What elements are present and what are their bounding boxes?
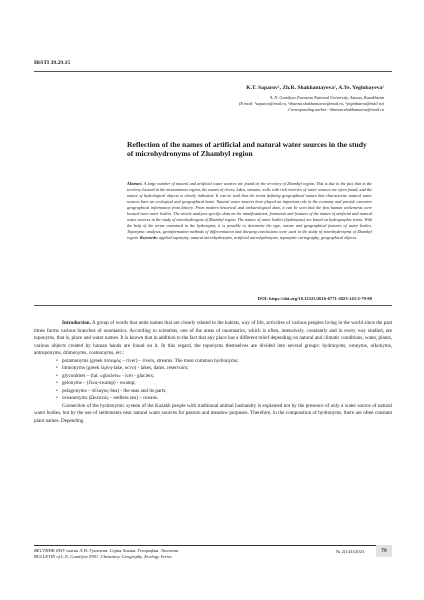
bullet-icon: • (56, 395, 58, 401)
list-item-text: oceanonyms (Ωκεανός – endless sea) – oceans. (62, 395, 159, 401)
keywords-text: applied toponymy, natural microhydronyms, artificial microhydronyms, toponymic cartography, geographical objects. (159, 235, 358, 240)
journal-name-ru: ВЕСТНИК ЕНУ имени Л.Н. Гумилева. Серия Химия. География. Экология (34, 548, 179, 553)
list-item (34, 365, 392, 373)
intro-heading: Introduction. (62, 320, 91, 326)
list-item (34, 358, 392, 366)
journal-name-en: BULLETIN of L.N. Gumilyov ENU. Chemistry. Geography. Ecology Series (34, 554, 172, 560)
page-number: 79 (376, 545, 392, 557)
abstract-rule (34, 305, 392, 306)
author-emails: (E-mail: ¹saparov@mail.ru, ¹zhanna.shakhantaeva@mail.ru, ¹yeginbaeva@mail.ru) (238, 101, 384, 106)
list-item-text: limnonyms (greek λίμνη-lake, ocvo) - lakes, dams, reservoirs; (62, 365, 189, 371)
list-item-text: glyconimes – (lat. «glaciers» - ice) - glaciers; (62, 372, 155, 379)
corresponding-author: Corresponding author: ¹zhanna.shakhantaeva@mail.ru (288, 107, 384, 112)
list-item-text: pelagonyms – πέλαγος-Sea) - the seas and its parts; (62, 387, 167, 394)
irsti-code: IRSTI 39.29.15 (34, 60, 71, 66)
article-title: Reflection of the names of artificial and natural water sources in the study of microhydronyms of Zhambyl region (127, 140, 367, 159)
hydronym-list (34, 358, 392, 403)
article-body (34, 320, 392, 425)
journal-name (34, 548, 178, 560)
list-item-text: potamonyms (greek ποταμός – river) – rivers, streams. The most common hydronyms; (62, 357, 239, 364)
doi-link[interactable]: DOI: https://doi.org/10.32523/2616-6771-2023-143-2-79-89 (257, 296, 372, 301)
issue-number: № 2(143)/2023 (336, 549, 365, 554)
list-item (34, 395, 392, 403)
footer-rule (34, 545, 392, 546)
keywords-label: Keywords: (139, 235, 159, 240)
list-item (34, 388, 392, 396)
abstract (127, 181, 372, 241)
bullet-icon: • (56, 380, 58, 386)
bullet-icon: • (56, 387, 58, 394)
bullet-icon: • (56, 365, 58, 371)
list-item (34, 380, 392, 388)
author-list: K.T. Saparov¹, Zh.R. Shakhantayeva¹, A.Ye. Yeginbayeva¹ (246, 85, 384, 91)
bullet-icon: • (56, 372, 58, 379)
intro-paragraph (34, 320, 392, 358)
body-paragraph: Connection of the hydronymic system of the Kazakh people with traditional animal husbandry is explained not by the presence of only a water source of natural water bodies, but by the use of settlements near natural water sources for pasture and meadow purposes. Therefore, in the composition of hydronyms, there are often constant plant names. Depending (34, 402, 392, 424)
list-item (34, 373, 392, 381)
abstract-label: Abstract. (127, 181, 143, 186)
list-item-text: gelonyms – (ἕλος-swamp) - swamp; (62, 380, 136, 386)
author-affiliation: ¹L.N. Gumilyov Eurasian National University, Astana, Kazakhstan (269, 95, 384, 100)
bullet-icon: • (56, 357, 58, 364)
intro-text: A group of words that unite names that are closely related to the habitat, way of life, activities of various peoples living in the world since the past times forms various branches of onomastics. According to scientists, one of the areas of onomastics, which is often, intensively, constantly and in every way studied, are toponyms, that is, place and water names. It is known that in addition to the fact that any place has a different relief depending on natural and climatic conditions, water, plants, various objects created by human hands are found on it. In this regard, the toponyms themselves are divided into several groups: hydronyms, oronyms, oikonyms, antroponyms, drimonyms, cosmonyms, etc.: (34, 320, 392, 356)
header-rule (34, 71, 392, 72)
abstract-text: A large number of natural and artificial water sources are found on the territory of Zhambyl region. This is due to the fact that in the territory located in the mountainous region, the names of rivers, lakes, streams, wells with rich reserves of water sources are often found, and the nature of hydrological objects is clearly indicated. It can be said that the terms defining geographical names that characterize natural water sources have an ecological and geographical basis. Natural water sources have played an important role in the economy and provide extensive geographical information from history. From modern historical and archaeological data, it can be seen that the first human settlements were located near water bodies. The article analyzes specific data on the manifestations, formation and features of the names of artificial and natural water sources in the study of microhydrogens of Zhambyl region. The names of water bodies (hydronyms) are based on hydrographic terms. With the help of the terms contained in the hydronyms, it is possible to determine the type, nature and geographical features of water bodies. Toponymic analysis, geoinformation methods of differentiation and drawing conclusions were used in the study of microhydronyms of Zhambyl region. (127, 181, 372, 240)
